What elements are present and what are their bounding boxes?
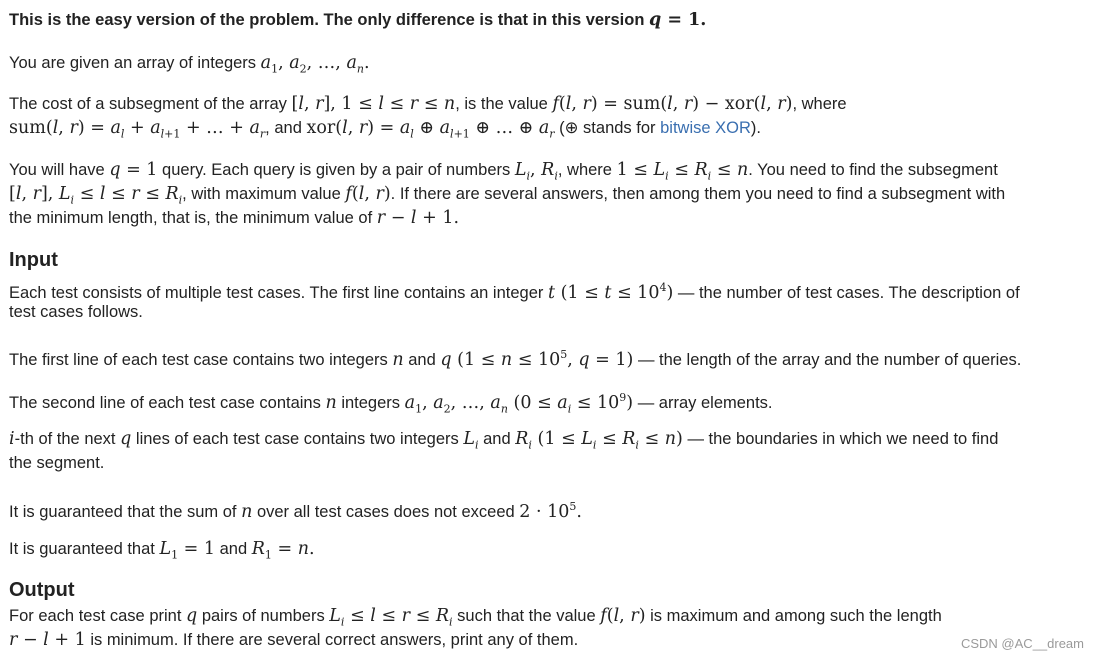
- output-paragraph-line1: For each test case print q pairs of numbers $L_i \le l \le r \le R_i$ such that the value f(l, r) is maximum and among such the length: [9, 606, 942, 629]
- csdn-watermark: CSDN @AC__dream: [960, 636, 1084, 651]
- input-paragraph-4-line1: i-th of the next q lines of each test case contains two integers $L_i$ and $R_i$ $(1 \le L_i \le R_i \le n)$ — the boundaries in which we need to find: [9, 429, 999, 452]
- input-paragraph-5: It is guaranteed that the sum of n over all test cases does not exceed $2 \cdot 10^5$.: [9, 500, 582, 522]
- output-paragraph-line2: r − l + 1 is minimum. If there are several correct answers, print any of them.: [9, 630, 579, 650]
- cost-paragraph-line2: sum(l, $r) = a_l + a_{l+1}$ + … + $a_r$, and xor(l, $r) = a_l$ ⊕ $a_{l+1}$ ⊕ … ⊕ $a_r$ (⊕ stands for bitwise XOR).: [9, 118, 761, 141]
- input-paragraph-3: The second line of each test case contains n integers $a_1$, $a_2$, …, $a_n$ $(0 \le a_i \le 10^9)$ — array elements.: [9, 391, 773, 416]
- query-paragraph-line1: You will have q = 1 query. Each query is given by a pair of numbers $L_i$, $R_i$, where $1 \le L_i \le R_i \le n$. You need to find the subsegment: [9, 160, 998, 183]
- given-array-paragraph: You are given an array of integers $a_1$, $a_2$, …, $a_n$.: [9, 53, 370, 76]
- output-heading: Output: [9, 579, 75, 601]
- input-paragraph-2: The first line of each test case contains two integers n and q ($1 \le n \le 10^5$, q = 1) — the length of the array and the number of queries.: [9, 348, 1022, 370]
- input-heading: Input: [9, 249, 58, 271]
- input-paragraph-1-line1: Each test consists of multiple test cases. The first line contains an integer t $(1 \le t \le 10^4)$ — the number of test cases. The description of: [9, 281, 1020, 303]
- input-paragraph-6: It is guaranteed that $L_1 = 1$ and $R_1 = n$.: [9, 539, 315, 562]
- math-q-equals-1: q = 1.: [649, 10, 707, 30]
- input-paragraph-1-line2: test cases follows.: [9, 303, 143, 321]
- input-paragraph-4-line2: the segment.: [9, 454, 105, 472]
- bitwise-xor-link[interactable]: bitwise XOR: [660, 119, 751, 137]
- query-paragraph-line2: [l, r], $L_i \le l \le r \le R_i$, with maximum value f(l, r). If there are several answers, then among them you need to find a subsegment with: [9, 184, 1006, 207]
- cost-paragraph-line1: The cost of a subsegment of the array [l, r], 1 ≤ l ≤ r ≤ n, is the value f(l, r) = sum(l, r) − xor(l, r), where: [9, 94, 847, 114]
- intro-paragraph: This is the easy version of the problem. The only difference is that in this version q = 1.: [9, 10, 707, 30]
- math-array: $a_1$, $a_2$, …, $a_n$.: [260, 53, 370, 76]
- query-paragraph-line3: the minimum length, that is, the minimum value of r − l + 1.: [9, 208, 460, 228]
